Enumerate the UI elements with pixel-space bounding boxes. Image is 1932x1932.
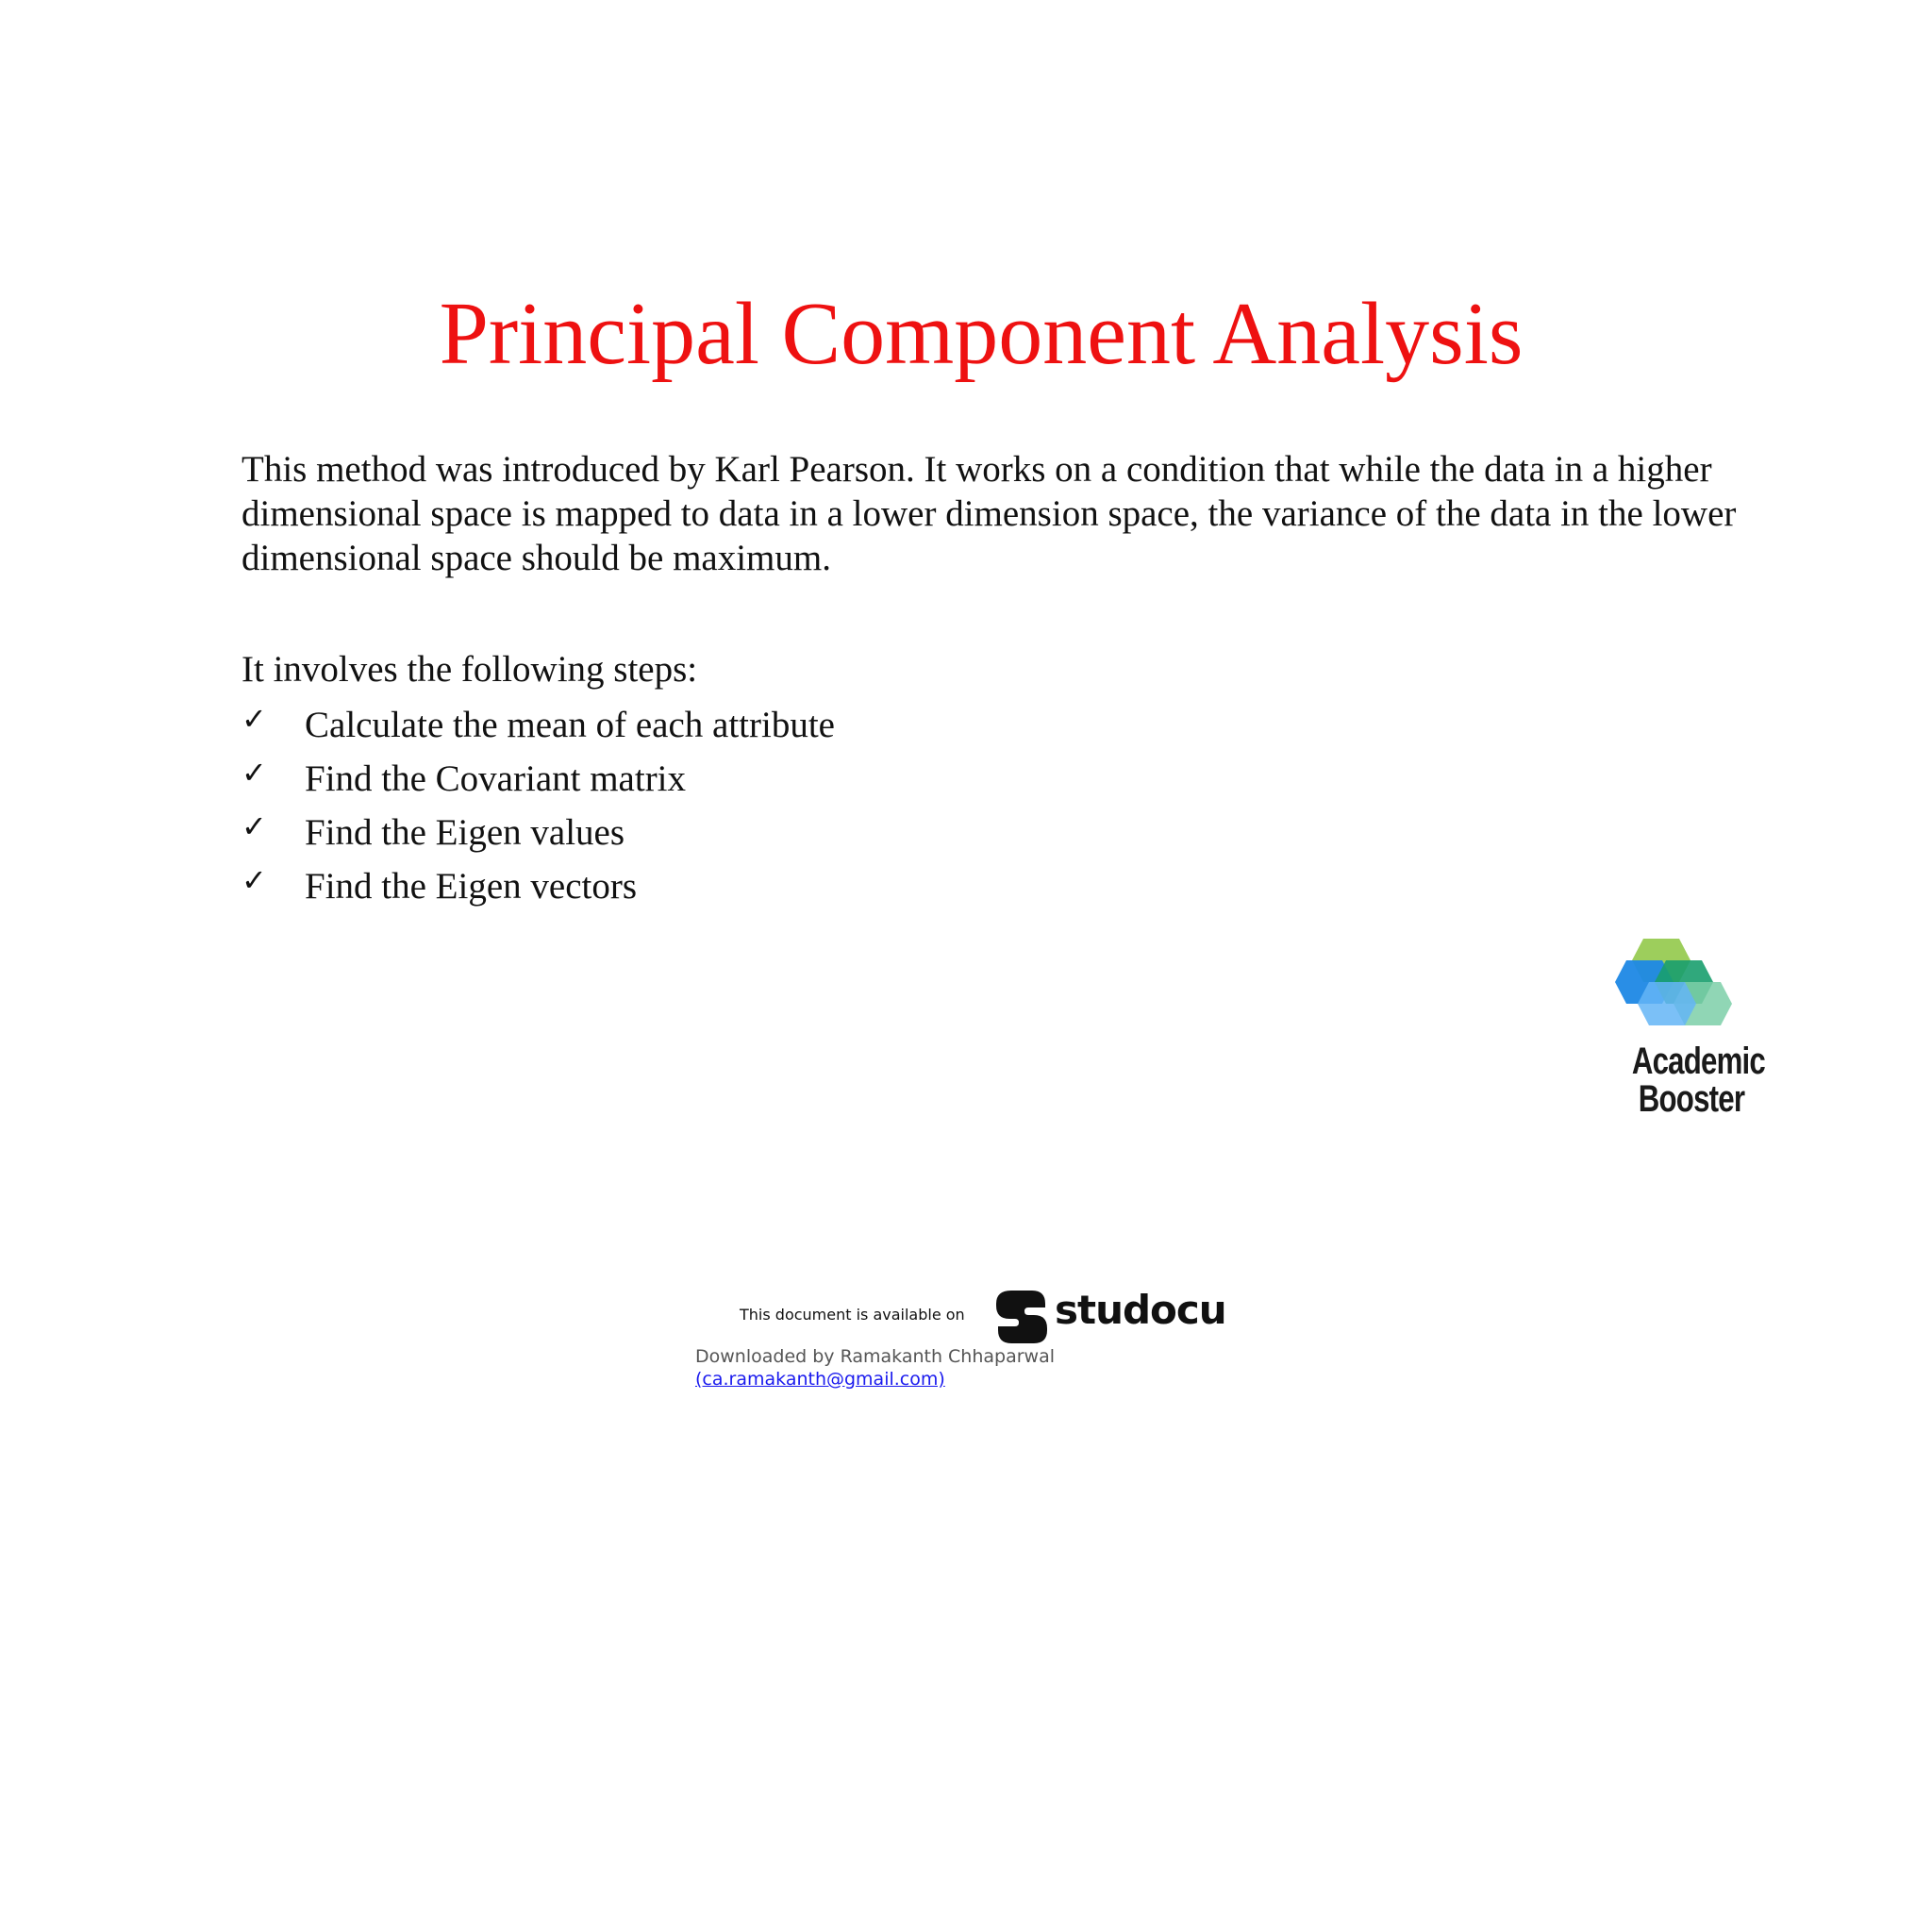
step-label: Find the Covariant matrix (305, 758, 687, 799)
logo-text (1631, 1041, 1765, 1120)
logo-line-2: Booster (1638, 1078, 1745, 1120)
intro-paragraph: This method was introduced by Karl Pearson. It works on a condition that while the data in a higher dimensional space is mapped to data in a lower dimension space, the variance of the data in the lower dimensional space should be maximum. (242, 449, 1737, 578)
check-icon: ✓ (242, 701, 267, 737)
academic-booster-logo (1615, 934, 1768, 1123)
email-link[interactable]: (ca.ramakanth@gmail.com) (695, 1369, 945, 1390)
downloaded-by-text: Downloaded by Ramakanth Chhaparwal (695, 1346, 1056, 1367)
studocu-brand[interactable]: studocu (1055, 1287, 1226, 1333)
step-label: Find the Eigen vectors (305, 866, 638, 907)
studocu-icon[interactable] (994, 1289, 1049, 1345)
hexagon-logo-icon (1615, 934, 1768, 1042)
available-on-text: This document is available on (740, 1306, 965, 1324)
check-icon: ✓ (242, 862, 267, 898)
step-label: Calculate the mean of each attribute (305, 705, 835, 745)
logo-line-1: Academic (1631, 1041, 1765, 1082)
check-icon: ✓ (242, 808, 267, 844)
step-label: Find the Eigen values (305, 812, 625, 853)
page-title: Principal Component Analysis (439, 285, 1524, 383)
steps-heading: It involves the following steps: (242, 649, 698, 690)
check-icon: ✓ (242, 755, 267, 791)
